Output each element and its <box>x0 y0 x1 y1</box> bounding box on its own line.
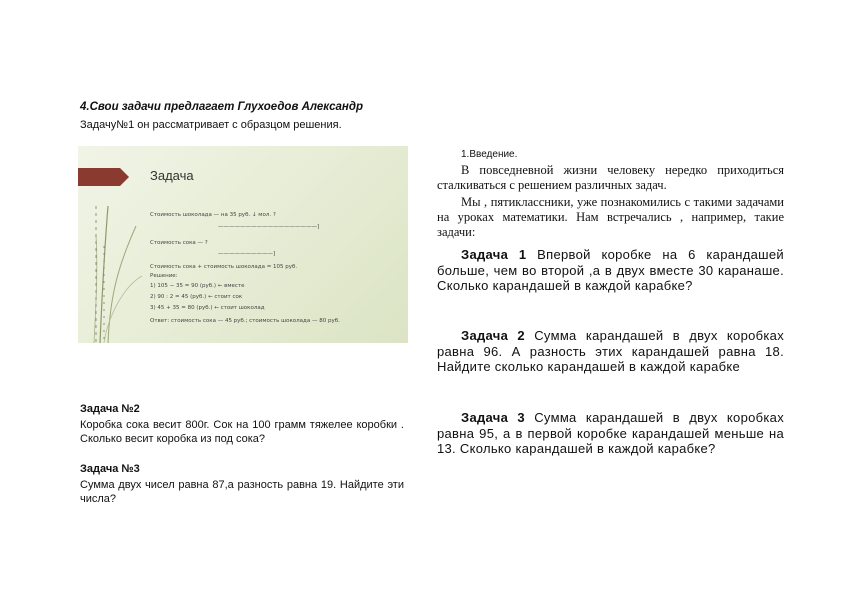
slide-image <box>78 146 408 343</box>
slide-line: Стоимость сока + стоимость шоколада = 105 руб. <box>150 264 298 270</box>
slide-line: 2) 90 : 2 = 45 (руб.) ← стоит сок <box>150 294 243 300</box>
section-subtitle: Задачу№1 он рассматривает с образцом решения. <box>80 119 342 131</box>
slide-line: Стоимость сока — ? <box>150 240 208 246</box>
task-label: Задача 1 <box>461 247 527 262</box>
slide-accent-tab <box>78 168 120 186</box>
task-text: Впервой коробке на 6 карандашей больше, чем во второй ,а в двух вместе 30 каранаше. Сколько карандашей в каждой карабке? <box>437 247 784 293</box>
task-label: Задача 3 <box>461 410 525 425</box>
task-label: Задача 2 <box>461 328 525 343</box>
task3-text: Сумма двух чисел равна 87,а разность равна 19. Найдите эти числа? <box>80 479 404 505</box>
right-task-2 <box>437 328 784 375</box>
intro-label: 1.Введение. <box>461 149 518 160</box>
slide-line: 3) 45 + 35 = 80 (руб.) ← стоит шоколад <box>150 305 265 311</box>
intro-paragraph-1: В повседневной жизни человеку нередко приходиться сталкиваться с решением различных задач. <box>437 163 784 192</box>
slide-line: ——————————————————] <box>218 224 320 230</box>
section-title: 4.Свои задачи предлагает Глухоедов Александр <box>80 101 364 113</box>
task3-heading: Задача №3 <box>80 463 140 475</box>
right-task-3 <box>437 410 784 457</box>
task-text: Сумма карандашей в двух коробках равна 95, а в первой коробке карандашей меньше на 13. Сколько карандашей в каждой карабке? <box>437 410 784 456</box>
slide-line: Стоимость шоколада — на 35 руб. ↓ мол. ? <box>150 212 276 218</box>
slide-heading: Задача <box>150 168 194 183</box>
slide-line: ——————————] <box>218 251 276 257</box>
slide-line: 1) 105 − 35 = 90 (руб.) ← вместе <box>150 283 245 289</box>
task2-text: Коробка сока весит 800г. Сок на 100 грамм тяжелее коробки . Сколько весит коробка из под сока? <box>80 419 404 445</box>
slide-line: Решение: <box>150 273 178 279</box>
intro-paragraph-2: Мы , пятиклассники, уже познакомились с такими задачами на уроках математики. Нам встречались , например, такие задачи: <box>437 195 784 239</box>
task2-heading: Задача №2 <box>80 403 140 415</box>
slide-line: Ответ: стоимость сока — 45 руб.; стоимость шоколада — 80 руб. <box>150 318 340 324</box>
right-task-1 <box>437 247 784 294</box>
task-text: Сумма карандашей в двух коробках равна 96. А разность этих карандашей равна 18. Найдите сколько карандашей в каждой карабке <box>437 328 784 374</box>
